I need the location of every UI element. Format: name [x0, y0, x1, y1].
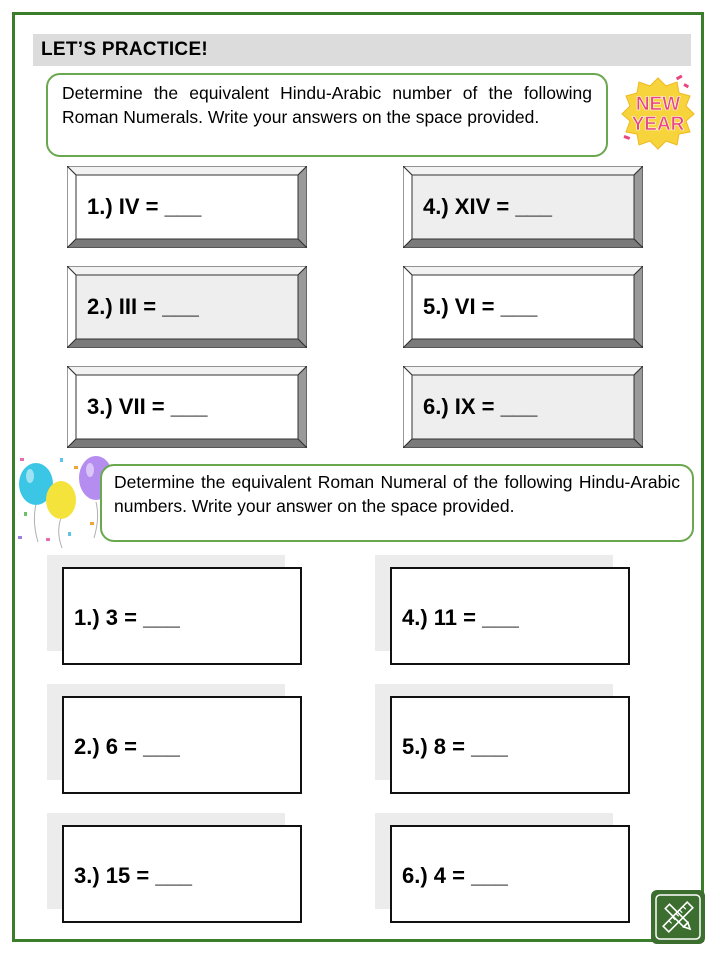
- roman-item-3-text: 3.) VII = ___: [87, 394, 208, 419]
- instruction-text-1: Determine the equivalent Hindu-Arabic number of the following Roman Numerals. Write your answers on the space provided.: [62, 83, 592, 127]
- roman-item-6-text: 6.) IX = ___: [423, 394, 538, 419]
- roman-item-2-text: 2.) III = ___: [87, 294, 199, 319]
- section-header: [33, 34, 691, 66]
- number-item-5-text: 5.) 8 = ___: [402, 734, 508, 759]
- sticker-line1: NEW: [635, 94, 681, 115]
- number-item-3: [62, 825, 302, 923]
- instruction-box-2: [100, 464, 694, 542]
- new-year-sticker: [618, 74, 698, 152]
- number-item-6: [390, 825, 630, 923]
- roman-item-5-text: 5.) VI = ___: [423, 294, 538, 319]
- roman-item-2: [67, 266, 307, 348]
- number-item-1-text: 1.) 3 = ___: [74, 605, 180, 630]
- number-item-2: [62, 696, 302, 794]
- number-item-4: [390, 567, 630, 665]
- instruction-text-2: Determine the equivalent Roman Numeral of the following Hindu-Arabic numbers. Write your answer on the space provided.: [114, 472, 680, 516]
- roman-item-6: [403, 366, 643, 448]
- number-item-3-text: 3.) 15 = ___: [74, 863, 193, 888]
- roman-item-1: [67, 166, 307, 248]
- sticker-line2: YEAR: [631, 114, 685, 135]
- roman-item-4: [403, 166, 643, 248]
- pencil-ruler-logo-icon: [651, 890, 705, 944]
- roman-item-1-text: 1.) IV = ___: [87, 194, 202, 219]
- section-title: LET’S PRACTICE!: [41, 39, 209, 60]
- roman-item-5: [403, 266, 643, 348]
- instruction-box-1: [46, 73, 608, 157]
- roman-item-3: [67, 366, 307, 448]
- number-item-1: [62, 567, 302, 665]
- roman-item-4-text: 4.) XIV = ___: [423, 194, 553, 219]
- number-item-4-text: 4.) 11 = ___: [402, 605, 519, 630]
- number-item-2-text: 2.) 6 = ___: [74, 734, 180, 759]
- number-item-5: [390, 696, 630, 794]
- number-item-6-text: 6.) 4 = ___: [402, 863, 508, 888]
